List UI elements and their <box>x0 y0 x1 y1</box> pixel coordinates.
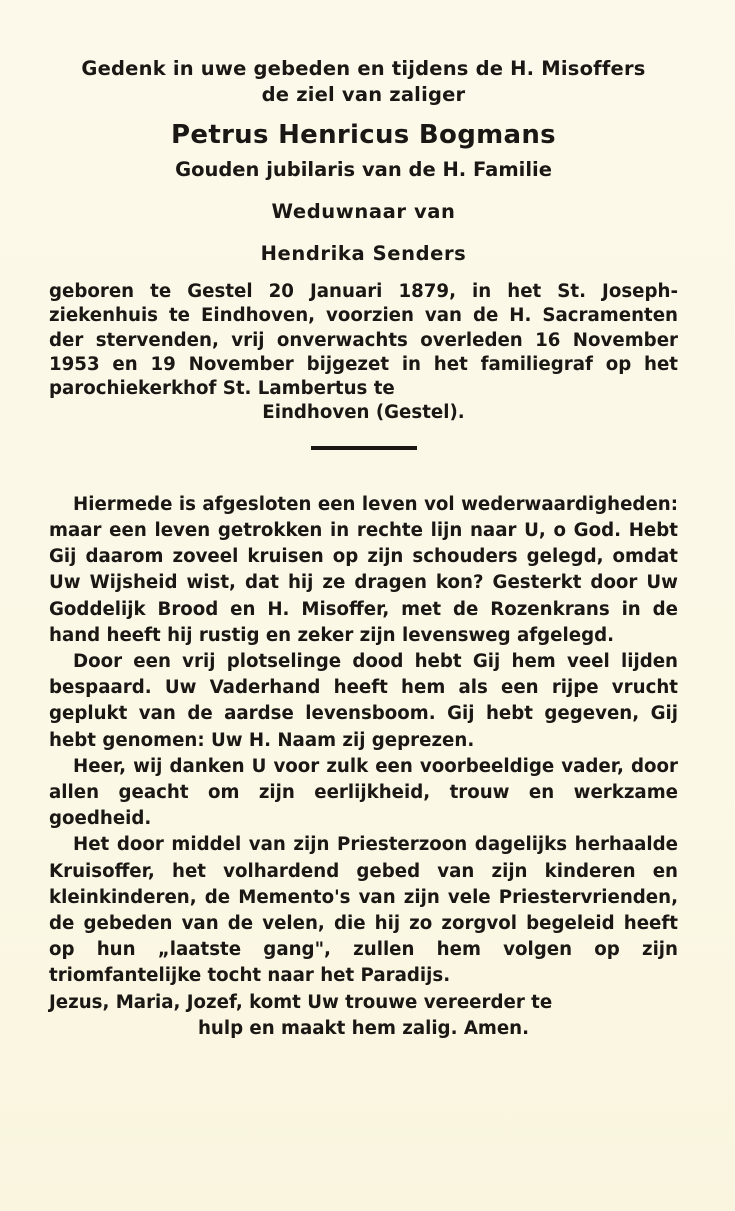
divider-rule <box>311 446 417 450</box>
meditation-paragraph-3: Heer, wij danken U voor zulk een voorbeeldige vader, door allen geacht om zijn eerlijkheid, trouw en werkzame goedheid. <box>49 755 678 830</box>
intro-text <box>49 56 678 108</box>
biography-body: geboren te Gestel 20 Januari 1879, in het St. Joseph-ziekenhuis te Eindhoven, voorzien van de H. Sacramenten der stervenden, vrij onverwachts overleden 16 November 1953 en 19 November bijgezet in het familiegraf op het parochiekerkhof St. Lambertus te <box>49 281 678 400</box>
meditation-paragraph-2: Door een vrij plotselinge dood hebt Gij hem veel lijden bespaard. Uw Vaderhand heeft hem als een rijpe vrucht geplukt van de aardse levensboom. Gij hebt gegeven, Gij hebt genomen: Uw H. Naam zij geprezen. <box>49 651 678 751</box>
spouse-name: Hendrika Senders <box>260 242 467 265</box>
biography-last-line: Eindhoven (Gestel). <box>262 402 465 424</box>
meditation-text <box>49 492 678 1042</box>
widower-label: Weduwnaar van <box>271 200 456 223</box>
intro-line-2: de ziel van zaliger <box>261 83 466 106</box>
jubilee-title: Gouden jubilaris van de H. Familie <box>175 158 552 181</box>
biography-text <box>49 280 678 426</box>
closing-line: hulp en maakt hem zalig. Amen. <box>197 1017 530 1039</box>
deceased-name: Petrus Henricus Bogmans <box>171 120 556 150</box>
meditation-paragraph-4: Het door middel van zijn Priesterzoon dagelijks herhaalde Kruisoffer, het volhardend gebed van zijn kinderen en kleinkinderen, de Memento's van zijn vele Priestervrienden, de gebeden van de velen, die hij zo zorgvol begeleid heeft op hun „laatste gang", zullen hem volgen op zijn triomfantelijke tocht naar het Paradijs. <box>49 834 678 987</box>
intro-line-1: Gedenk in uwe gebeden en tijdens de H. Misoffers <box>81 57 646 80</box>
meditation-paragraph-1: Hiermede is afgesloten een leven vol wederwaardigheden: maar een leven getrokken in rechte lijn naar U, o God. Hebt Gij daarom zoveel kruisen op zijn schouders gelegd, omdat Uw Wijsheid wist, dat hij ze dragen kon? Gesterkt door Uw Goddelijk Brood en H. Misoffer, met de Rozenkrans in de hand heeft hij rustig en zeker zijn levensweg afgelegd. <box>49 493 678 646</box>
meditation-paragraph-5: Jezus, Maria, Jozef, komt Uw trouwe vereerder te <box>49 991 553 1013</box>
